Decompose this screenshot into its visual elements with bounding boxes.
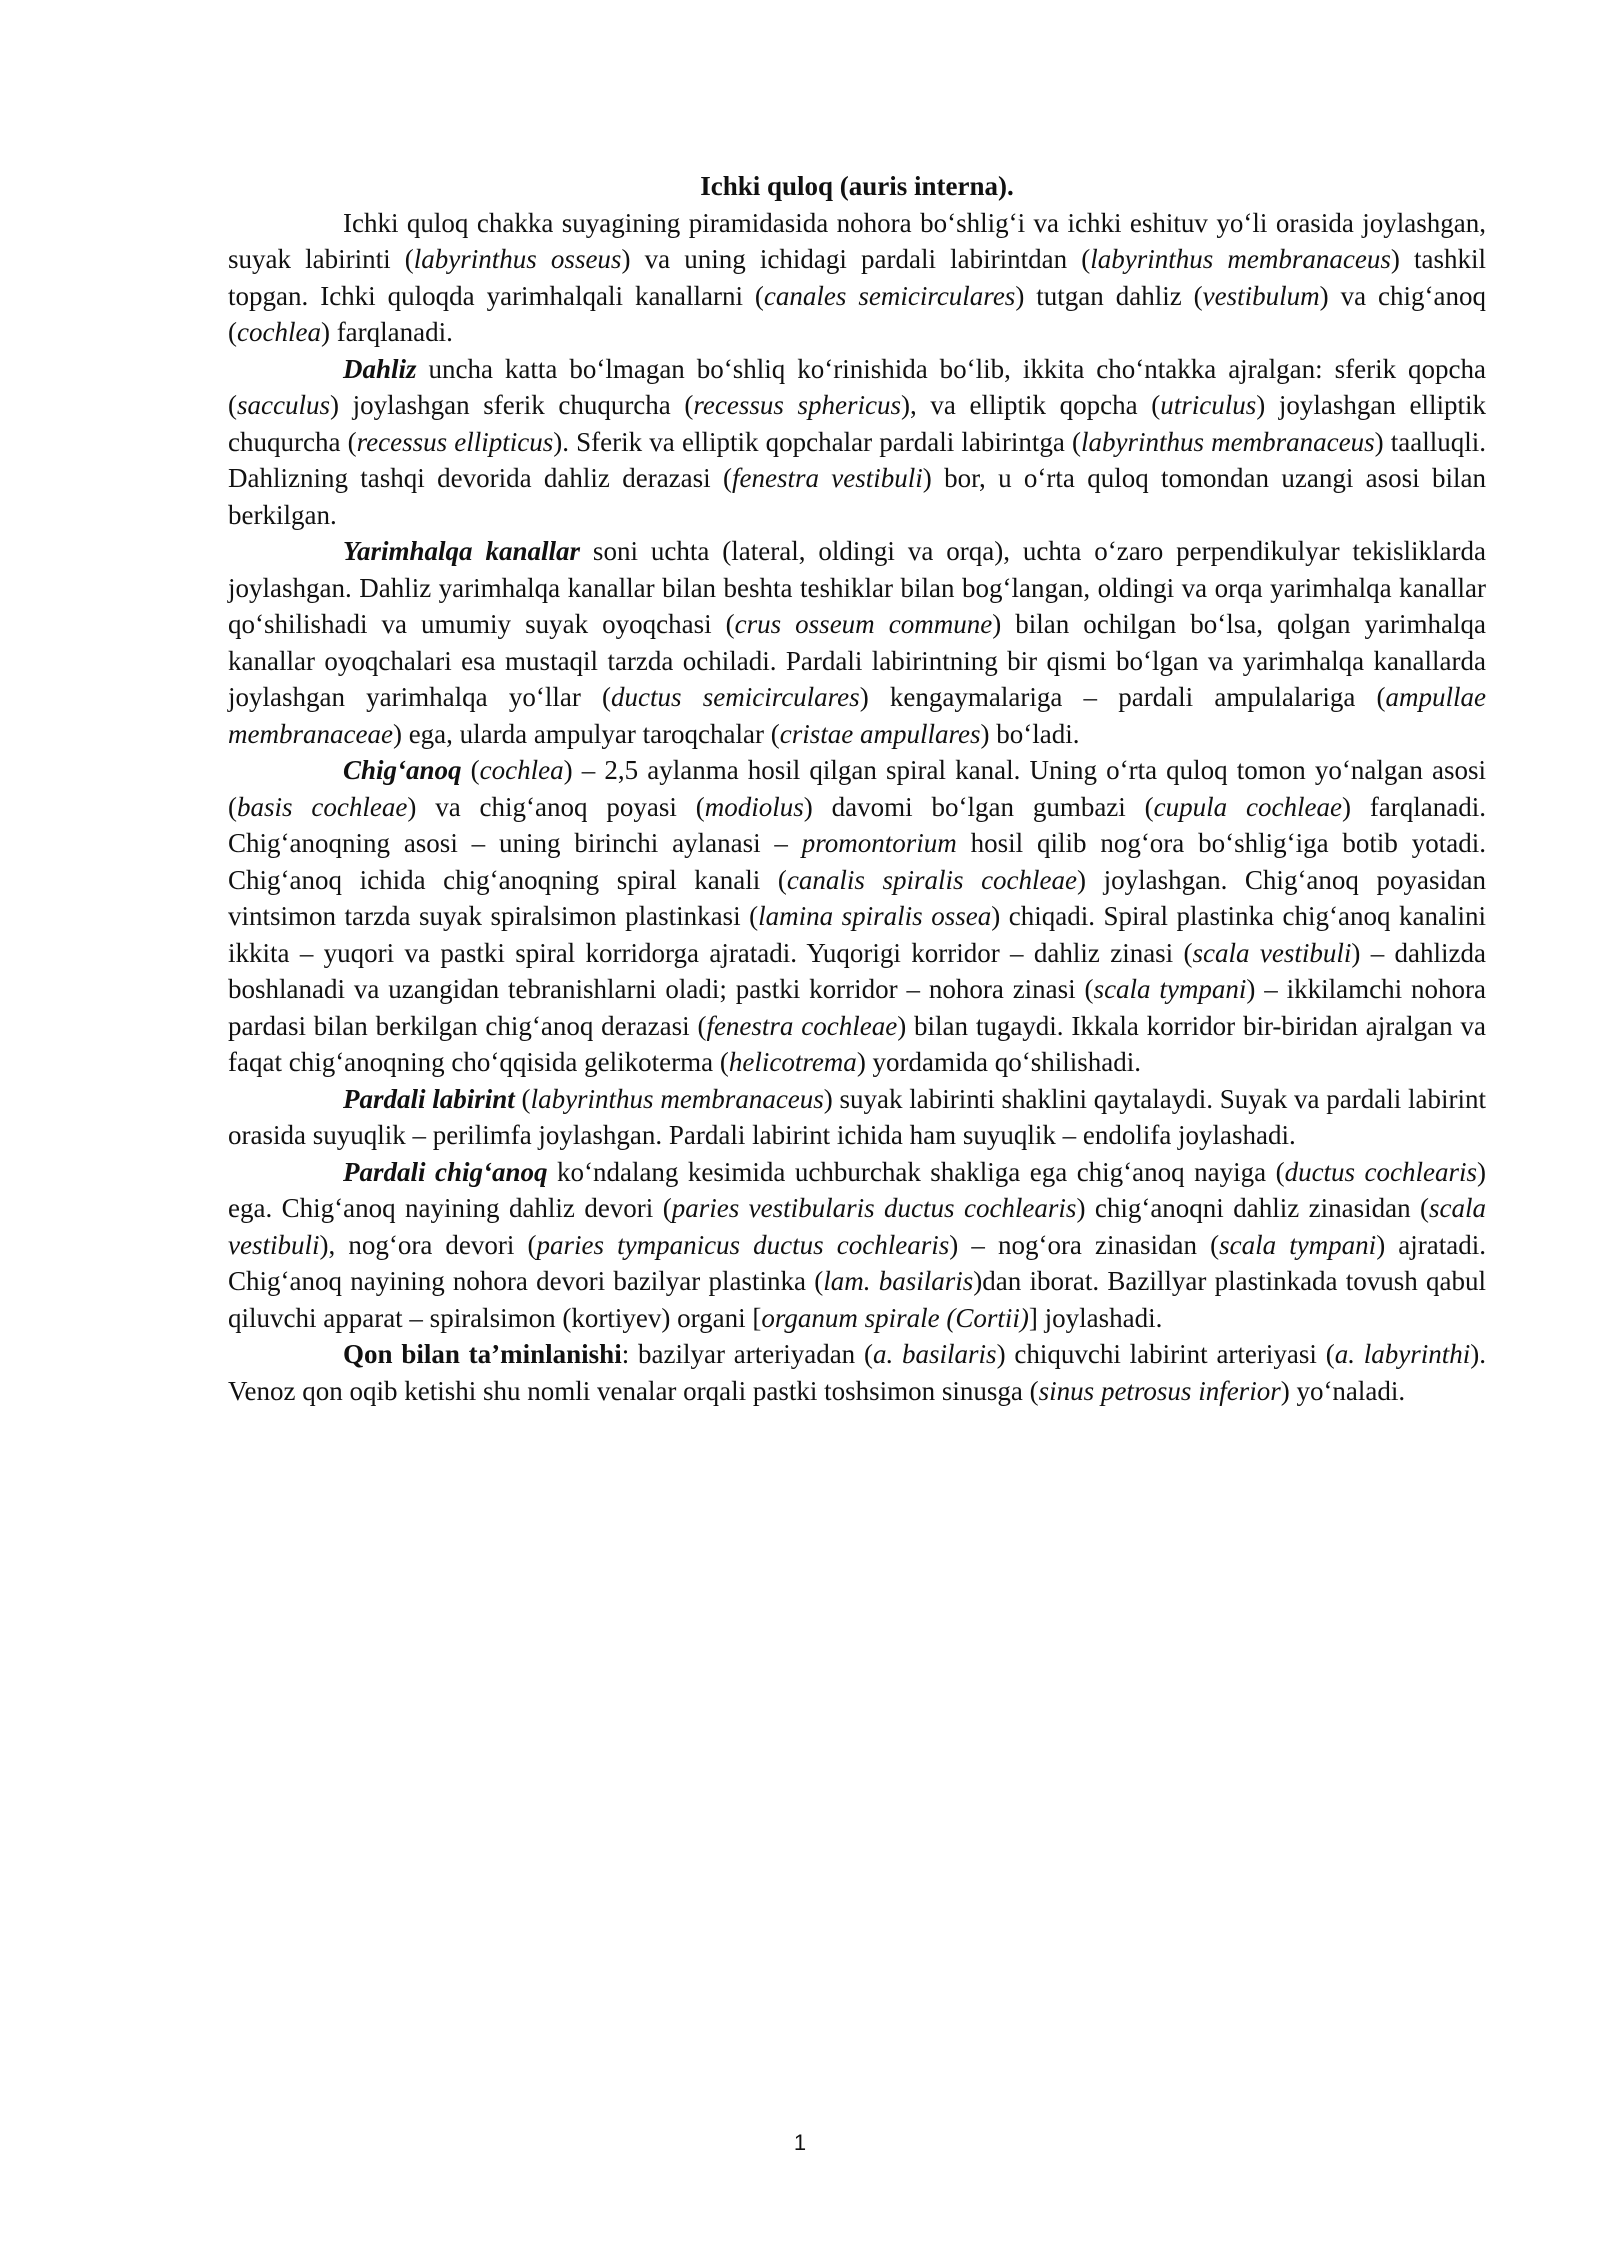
text-run: ) kengaymalariga – pardali ampulalariga ( xyxy=(859,682,1386,712)
latin-term: fenestra cochleae xyxy=(706,1010,898,1041)
latin-term: canales semicirculares xyxy=(763,280,1016,311)
latin-term: cupula cochleae xyxy=(1153,791,1342,822)
latin-term: utriculus xyxy=(1160,390,1257,420)
heading-term: Pardali labirint xyxy=(343,1083,515,1114)
latin-term: recessus sphericus xyxy=(693,390,902,420)
latin-term: scala vestibuli xyxy=(228,1193,1486,1260)
text-run: ) joylashgan elliptik chuqurcha ( xyxy=(228,390,1486,457)
latin-term: a. basilaris xyxy=(872,1339,997,1369)
latin-term: lam. basilaris xyxy=(823,1266,974,1296)
text-run: ), va elliptik qopcha ( xyxy=(901,390,1161,420)
text-run: ) joylashgan sferik chuqurcha ( xyxy=(329,390,694,420)
text-run: ) chiqadi. Spiral plastinka chig‘anoq kanalini ikkita – yuqori va pastki spiral korridorga ajratadi. Yuqorigi korridor – dahliz zinasi ( xyxy=(228,901,1486,968)
paragraph-introduction xyxy=(228,205,1486,351)
text-run: uncha katta bo‘lmagan bo‘shliq ko‘rinishida bo‘lib, ikkita cho‘ntakka ajralgan: sferik qopcha ( xyxy=(228,353,1486,420)
heading-term: Yarimhalqa kanallar xyxy=(343,536,580,566)
text-run: : bazilyar arteriyadan ( xyxy=(621,1339,873,1369)
text-run: ) yordamida qo‘shilishadi. xyxy=(856,1047,1142,1077)
latin-term: labyrinthus membranaceus xyxy=(1081,426,1375,457)
latin-term: a. labyrinthi xyxy=(1334,1339,1471,1369)
text-run: ). Venoz qon oqib ketishi shu nomli venalar orqali pastki toshsimon sinusga ( xyxy=(228,1339,1486,1406)
latin-term: scala tympani xyxy=(1219,1229,1377,1260)
latin-term: paries vestibularis ductus cochlearis xyxy=(671,1193,1077,1223)
latin-term: modiolus xyxy=(704,791,804,822)
heading-term: Chig‘anoq xyxy=(343,755,462,785)
latin-term: lamina spiralis ossea xyxy=(758,901,992,931)
latin-term: ampullae membranaceae xyxy=(228,682,1487,749)
text-run: ) farqlanadi. xyxy=(320,317,453,347)
text-run: Ichki quloq chakka suyagining piramidasida nohora bo‘shlig‘i va ichki eshituv yo‘li orasida joylashgan, suyak labirinti ( xyxy=(228,207,1486,274)
text-run: ) ajratadi. Chig‘anoq nayining nohora devori bazilyar plastinka ( xyxy=(228,1229,1486,1296)
latin-term: sinus petrosus inferior xyxy=(1038,1375,1281,1406)
paragraph-chiganoq xyxy=(228,752,1486,1081)
text-run: ). Sferik va elliptik qopchalar pardali labirintga ( xyxy=(553,426,1081,457)
latin-term: helicotrema xyxy=(728,1047,857,1077)
paragraph-pardali-labirint xyxy=(228,1081,1486,1154)
paragraph-qon-bilan-taminlanishi xyxy=(228,1336,1486,1409)
latin-term: scala vestibuli xyxy=(1192,937,1352,968)
text-run: ( xyxy=(461,755,480,785)
latin-term: promontorium xyxy=(801,828,957,858)
latin-term: recessus ellipticus xyxy=(356,426,554,457)
text-run: ), nog‘ora devori ( xyxy=(319,1229,537,1260)
latin-term: labyrinthus membranaceus xyxy=(1090,244,1391,274)
latin-term: paries tympanicus ductus cochlearis xyxy=(536,1229,950,1260)
latin-term: labyrinthus osseus xyxy=(413,244,622,274)
latin-term: ductus cochlearis xyxy=(1284,1156,1478,1187)
latin-term: basis cochleae xyxy=(237,791,408,822)
latin-term: ductus semicirculares xyxy=(611,682,860,712)
text-run: )dan iborat. Bazillyar plastinkada tovush qabul qiluvchi apparat – spiralsimon (kortiyev) organi [ xyxy=(228,1266,1486,1333)
text-run: ) – dahlizda boshlanadi va uzangidan tebranishlarni oladi; pastki korridor – nohora zinasi ( xyxy=(228,937,1486,1004)
document-body xyxy=(228,168,1486,1409)
heading-term: Qon bilan ta’minlanishi xyxy=(343,1339,622,1369)
text-run: ) joylashgan. Chig‘anoq poyasidan vintsimon tarzda suyak spiralsimon plastinkasi ( xyxy=(228,864,1486,931)
text-run: ) chig‘anoqni dahliz zinasidan ( xyxy=(1076,1193,1429,1223)
paragraph-yarimhalqa-kanallar xyxy=(228,533,1486,752)
text-run: ) bilan ochilgan bo‘lsa, qolgan yarimhalqa kanallar oyoqchalari esa mustaqil tarzda ochiladi. Pardali labirintning bir qismi bo‘lgan va yarimhalqa kanallarda joylashgan yarimhalqa yo‘llar ( xyxy=(228,609,1486,712)
text-run: ) va chig‘anoq ( xyxy=(228,280,1486,347)
text-run: ) bilan tugaydi. Ikkala korridor bir-biridan ajralgan va faqat chig‘anoqning cho‘qqisida gelikoterma ( xyxy=(228,1010,1486,1077)
latin-term: sacculus xyxy=(237,390,330,420)
text-run: ) suyak labirinti shaklini qaytalaydi. Suyak va pardali labirint orasida suyuqlik – perilimfa joylashgan. Pardali labirint ichida ham suyuqlik – endolifa joylashadi. xyxy=(228,1083,1486,1150)
text-run: ) chiquvchi labirint arteriyasi ( xyxy=(996,1339,1335,1369)
text-run: ) – nog‘ora zinasidan ( xyxy=(949,1229,1220,1260)
text-run: ( xyxy=(514,1083,531,1114)
latin-term: canalis spiralis cochleae xyxy=(786,864,1078,895)
document-title: Ichki quloq (auris interna). xyxy=(700,171,1014,201)
latin-term: organum spirale (Cortii) xyxy=(761,1302,1029,1333)
latin-term: labyrinthus membranaceus xyxy=(530,1083,824,1114)
latin-term: cochlea xyxy=(237,317,321,347)
text-run: ) – 2,5 aylanma hosil qilgan spiral kanal. Uning o‘rta quloq tomon yo‘nalgan asosi ( xyxy=(228,755,1486,822)
text-run: ) va chig‘anoq poyasi ( xyxy=(407,791,705,822)
text-run: ) bor, u o‘rta quloq tomondan uzangi asosi bilan berkilgan. xyxy=(228,463,1486,530)
text-run: hosil qilib nog‘ora bo‘shlig‘iga botib yotadi. Chig‘anoq ichida chig‘anoqning spiral kanali ( xyxy=(228,828,1487,895)
text-run: ) yo‘naladi. xyxy=(1280,1375,1406,1406)
heading-term: Pardali chig‘anoq xyxy=(343,1156,548,1187)
text-run: soni uchta (lateral, oldingi va orqa), uchta o‘zaro perpendikulyar tekisliklarda joylashgan. Dahliz yarimhalqa kanallar bilan beshta teshiklar bilan bog‘langan, oldingi va orqa yarimhalqa kanallar qo‘shilishadi va umumiy suyak oyoqchasi ( xyxy=(228,536,1486,639)
text-run: ko‘ndalang kesimida uchburchak shakliga ega chig‘anoq nayiga ( xyxy=(547,1156,1285,1187)
latin-term: cochlea xyxy=(479,755,564,785)
text-run: ) ega. Chig‘anoq nayining dahliz devori ( xyxy=(228,1156,1487,1223)
paragraph-dahliz xyxy=(228,351,1486,534)
text-run: ) davomi bo‘lgan gumbazi ( xyxy=(803,791,1154,822)
text-run: ) – ikkilamchi nohora pardasi bilan berkilgan chig‘anoq derazasi ( xyxy=(228,974,1486,1041)
text-run: ) tutgan dahliz ( xyxy=(1015,280,1203,311)
latin-term: crus osseum commune xyxy=(734,609,993,639)
latin-term: cristae ampullares xyxy=(779,718,981,749)
text-run: ) bo‘ladi. xyxy=(980,718,1080,749)
text-run: ] joylashadi. xyxy=(1028,1302,1163,1333)
paragraph-pardali-chiganoq xyxy=(228,1154,1486,1337)
latin-term: scala tympani xyxy=(1093,974,1247,1004)
page-number: 1 xyxy=(793,2130,807,2155)
heading-term: Dahliz xyxy=(343,353,417,384)
latin-term: vestibulum xyxy=(1202,280,1320,311)
text-run: ) farqlanadi. Chig‘anoqning asosi – uning birinchi aylanasi – xyxy=(228,791,1487,858)
text-run: ) ega, ularda ampulyar taroqchalar ( xyxy=(392,718,780,749)
text-run: ) taalluqli. Dahlizning tashqi devorida dahliz derazasi ( xyxy=(228,426,1487,493)
text-run: ) va uning ichidagi pardali labirintdan ( xyxy=(621,244,1091,274)
text-run: ) tashkil topgan. Ichki quloqda yarimhalqali kanallarni ( xyxy=(228,244,1486,311)
latin-term: fenestra vestibuli xyxy=(731,463,923,493)
